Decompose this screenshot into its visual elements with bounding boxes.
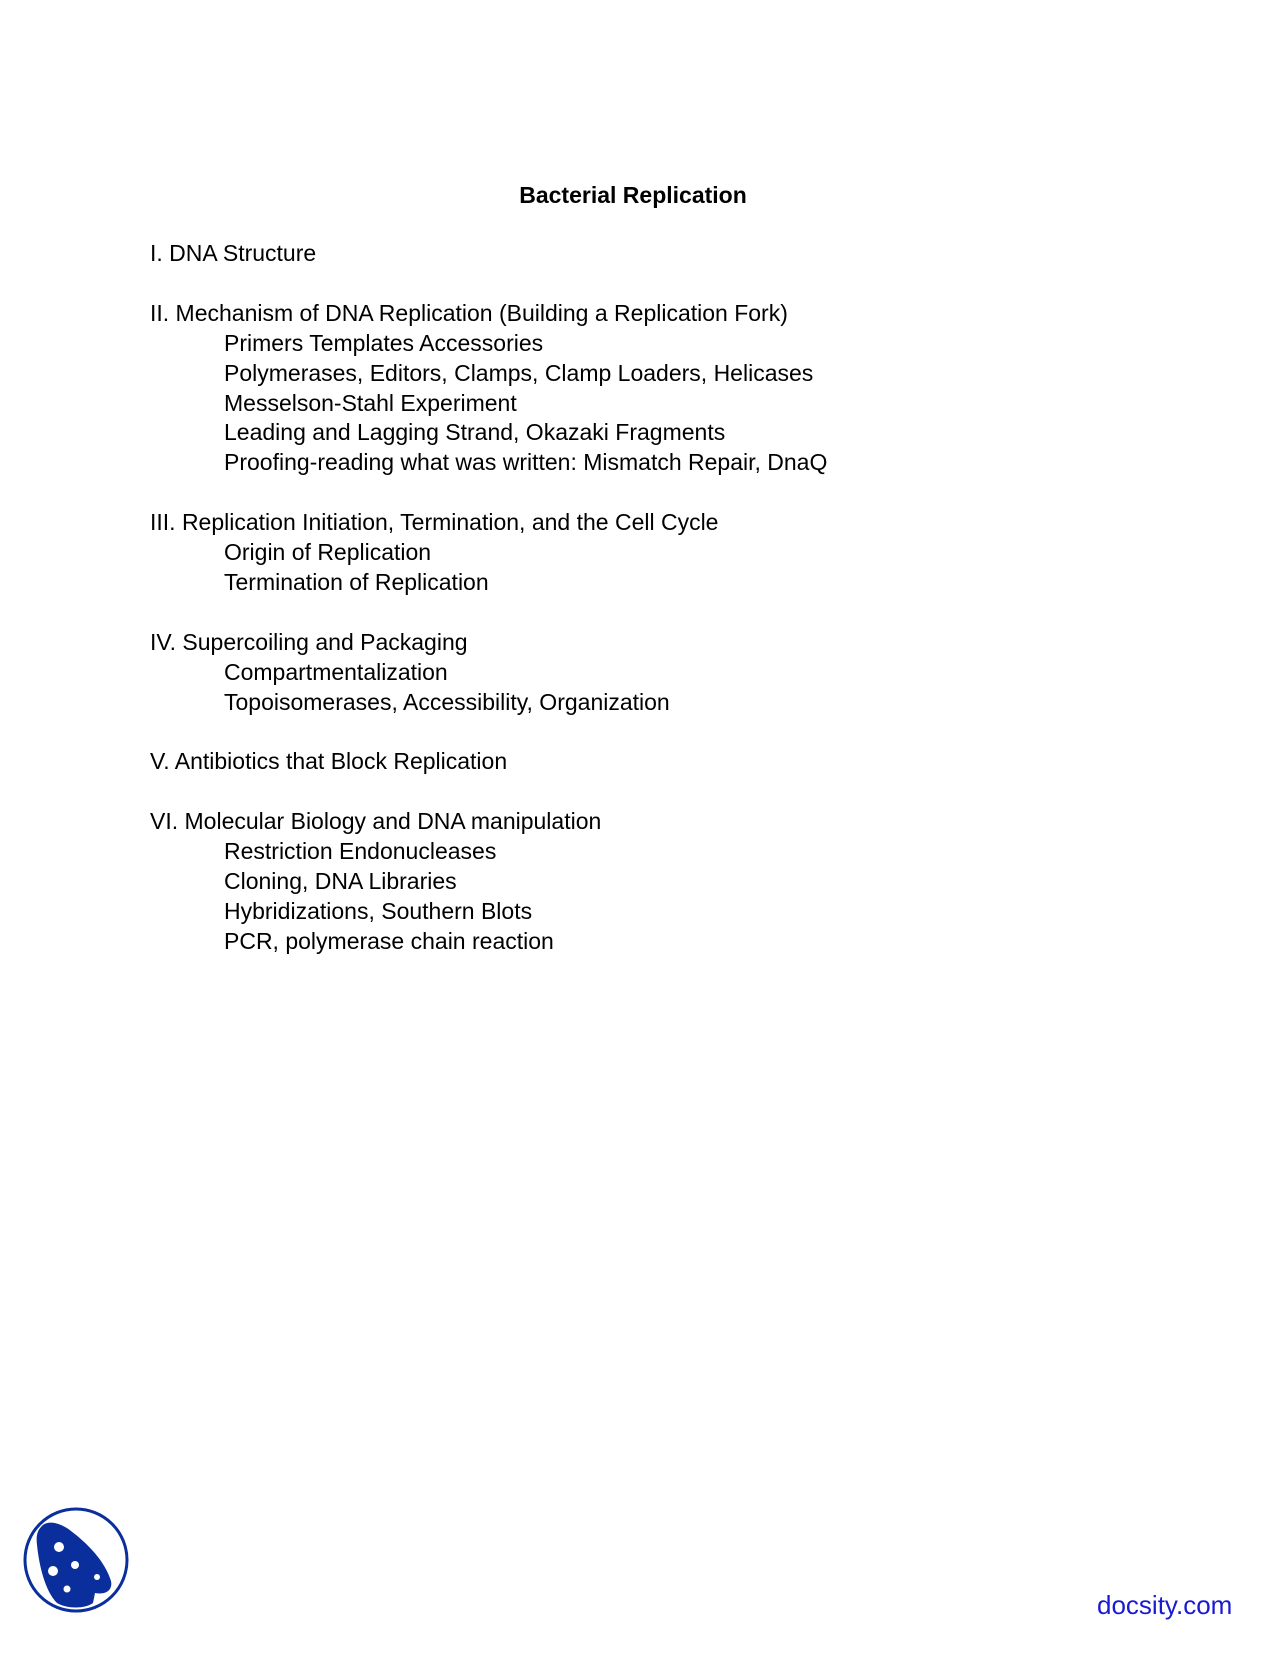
section-4	[150, 628, 827, 718]
section-2	[150, 299, 827, 478]
section-3	[150, 508, 827, 598]
outline-item: Proofing-reading what was written: Mismatch Repair, DnaQ	[224, 449, 828, 476]
section-heading: V. Antibiotics that Block Replication	[150, 748, 508, 775]
section-heading: III. Replication Initiation, Termination, and the Cell Cycle	[150, 509, 719, 536]
outline-item: Primers Templates Accessories	[224, 329, 544, 356]
section-heading: IV. Supercoiling and Packaging	[150, 628, 468, 655]
section-1	[150, 239, 827, 269]
outline-item: Compartmentalization	[224, 658, 448, 685]
outline-item: Messelson-Stahl Experiment	[224, 389, 517, 416]
outline	[150, 239, 827, 987]
outline-item: PCR, polymerase chain reaction	[224, 927, 554, 954]
outline-item: Polymerases, Editors, Clamps, Clamp Loaders, Helicases	[224, 359, 814, 386]
section-5	[150, 747, 827, 777]
outline-item: Cloning, DNA Libraries	[224, 867, 457, 894]
section-6	[150, 807, 827, 957]
section-heading: VI. Molecular Biology and DNA manipulation	[150, 808, 602, 835]
outline-item: Termination of Replication	[224, 568, 489, 595]
outline-item: Leading and Lagging Strand, Okazaki Fragments	[224, 419, 726, 446]
docsity-link[interactable]: docsity.com	[1097, 1590, 1233, 1620]
outline-item: Restriction Endonucleases	[224, 838, 497, 865]
section-heading: I. DNA Structure	[150, 240, 317, 266]
document-title: Bacterial Replication	[519, 182, 747, 208]
outline-item: Hybridizations, Southern Blots	[224, 897, 533, 924]
docsity-logo-icon[interactable]	[21, 1505, 131, 1615]
section-heading: II. Mechanism of DNA Replication (Building a Replication Fork)	[150, 299, 788, 326]
outline-item: Topoisomerases, Accessibility, Organization	[224, 688, 670, 715]
outline-item: Origin of Replication	[224, 539, 432, 566]
